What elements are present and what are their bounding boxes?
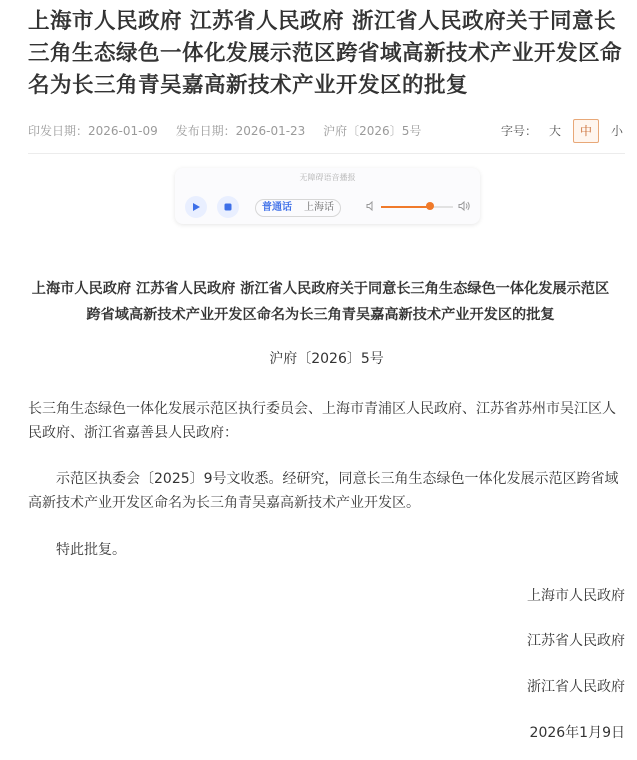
font-size-label: 字号： (500, 124, 537, 138)
signature-zhejiang: 浙江省人民政府 (527, 679, 625, 695)
volume-high-icon (457, 200, 471, 212)
body-paragraph: 示范区执委会〔2025〕9号文收悉。经研究，同意长三角生态绿色一体化发展示范区跨省域高新技术产业开发区命名为长三角青吴嘉高新技术产业开发区。 (28, 471, 619, 511)
language-option-shanghainese[interactable]: 上海话 (304, 202, 334, 213)
play-icon (191, 202, 201, 212)
issue-date: 印发日期：2026-01-09 (28, 124, 158, 138)
stop-icon (223, 202, 233, 212)
volume-slider[interactable] (381, 206, 453, 208)
document-number: 沪府〔2026〕5号 (269, 351, 384, 367)
language-toggle (255, 199, 341, 217)
font-size-small-button[interactable]: 小 (610, 124, 623, 138)
signature-date: 2026年1月9日 (529, 725, 625, 741)
player-caption: 无障碍语音播报 (299, 173, 356, 182)
addressee-paragraph: 长三角生态绿色一体化发展示范区执行委员会、上海市青浦区人民政府、江苏省苏州市吴江区人民政府、浙江省嘉善县人民政府： (28, 401, 616, 441)
signature-shanghai: 上海市人民政府 (527, 588, 625, 604)
document-title: 上海市人民政府 江苏省人民政府 浙江省人民政府关于同意长三角生态绿色一体化发展示范区跨省域高新技术产业开发区命名为长三角青吴嘉高新技术产业开发区的批复 (31, 281, 610, 323)
doc-number: 沪府〔2026〕5号 (323, 124, 422, 138)
play-button[interactable] (185, 196, 207, 218)
page-title: 上海市人民政府 江苏省人民政府 浙江省人民政府关于同意长三角生态绿色一体化发展示范区跨省域高新技术产业开发区命名为长三角青吴嘉高新技术产业开发区的批复 (28, 9, 623, 98)
volume-slider-fill (381, 206, 430, 208)
font-size-switcher (501, 120, 627, 142)
language-option-mandarin[interactable]: 普通话 (262, 202, 292, 213)
font-size-medium-button[interactable]: 中 (573, 119, 599, 143)
font-size-large-button[interactable]: 大 (548, 124, 561, 138)
stop-button[interactable] (217, 196, 239, 218)
volume-slider-handle[interactable] (426, 202, 434, 210)
signature-jiangsu: 江苏省人民政府 (527, 633, 625, 649)
audio-player (175, 168, 480, 224)
volume-low-icon (365, 200, 377, 212)
meta-divider (28, 153, 625, 154)
publish-date: 发布日期：2026-01-23 (175, 124, 306, 138)
closing-paragraph: 特此批复。 (56, 542, 126, 558)
